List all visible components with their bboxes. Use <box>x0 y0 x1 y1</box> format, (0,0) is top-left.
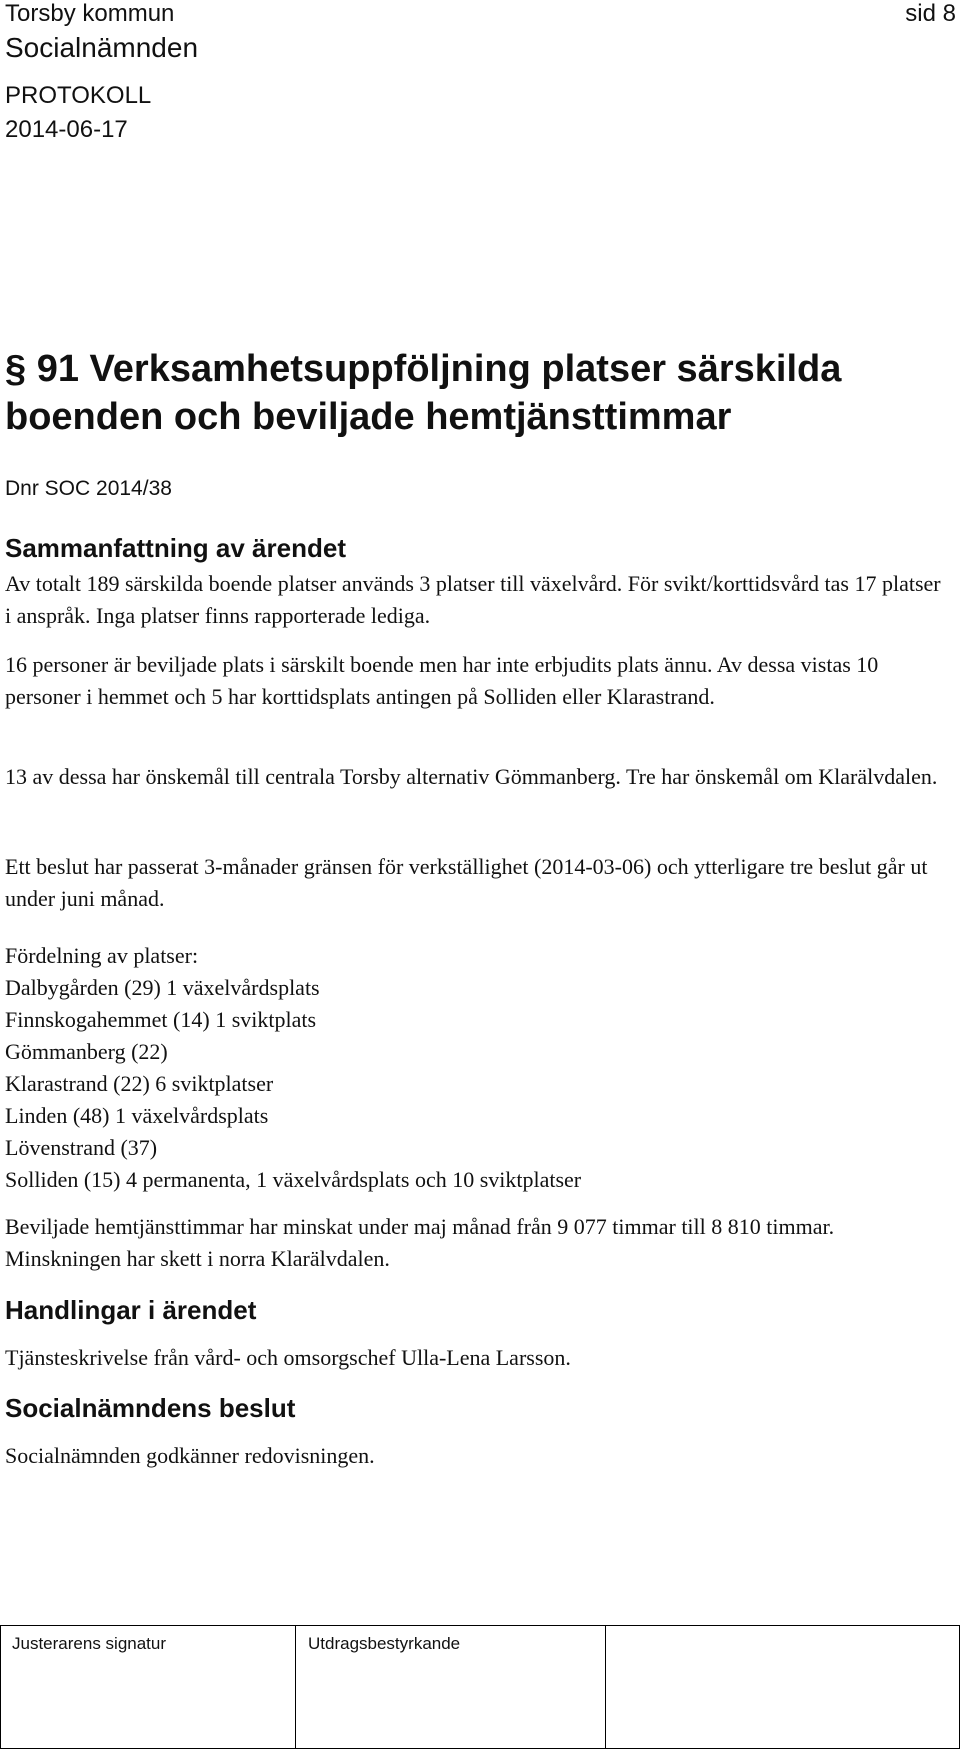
list-item: Klarastrand (22) 6 sviktplatser <box>5 1071 274 1096</box>
certification-label: Utdragsbestyrkande <box>308 1634 461 1653</box>
documents-heading: Handlingar i ärendet <box>5 1295 257 1325</box>
board-name: Socialnämnden <box>5 32 199 63</box>
item-title <box>5 345 950 441</box>
list-item: Linden (48) 1 växelvårdsplats <box>5 1103 269 1128</box>
case-number: Dnr SOC 2014/38 <box>5 477 172 500</box>
documents-text: Tjänsteskrivelse från vård- och omsorgschef Ulla-Lena Larsson. <box>5 1345 571 1370</box>
page-number: sid 8 <box>905 0 956 27</box>
organization-name: Torsby kommun <box>5 0 175 27</box>
document-type: PROTOKOLL <box>5 82 152 109</box>
footer-bottom-rule <box>0 1748 960 1749</box>
summary-paragraph-2: 16 personer är beviljade plats i särskilt boende men har inte erbjudits plats ännu. Av dessa vistas 10 personer i hemmet och 5 har korttidsplats antingen på Solliden eller Klarastrand. <box>5 652 879 709</box>
item-title-block <box>5 345 950 441</box>
summary-paragraph-4: Ett beslut har passerat 3-månader gränsen för verkställighet (2014-03-06) och ytterligare tre beslut går ut under juni månad. <box>5 854 928 911</box>
decision-heading: Socialnämndens beslut <box>5 1393 296 1423</box>
summary-paragraph-3: 13 av dessa har önskemål till centrala Torsby alternativ Gömmanberg. Tre har önskemål om Klarälvdalen. <box>5 764 938 789</box>
list-item: Finnskogahemmet (14) 1 sviktplats <box>5 1007 317 1032</box>
signature-label: Justerarens signatur <box>12 1634 167 1653</box>
list-item: Lövenstrand (37) <box>5 1135 158 1160</box>
summary-paragraph-1: Av totalt 189 särskilda boende platser används 3 platser till växelvård. För svikt/korttidsvård tas 17 platser i anspråk. Inga platser finns rapporterade lediga. <box>5 571 941 628</box>
list-item: Solliden (15) 4 permanenta, 1 växelvårdsplats och 10 sviktplatser <box>5 1167 582 1192</box>
decision-text: Socialnämnden godkänner redovisningen. <box>5 1443 375 1468</box>
section-mark: § <box>5 348 27 390</box>
distribution-label: Fördelning av platser: <box>5 943 199 968</box>
item-title-text: 91 Verksamhetsuppföljning platser särskilda boenden och beviljade hemtjänsttimmar <box>5 348 842 438</box>
distribution-list <box>5 940 945 1196</box>
list-item: Gömmanberg (22) <box>5 1039 168 1064</box>
meeting-date: 2014-06-17 <box>5 116 128 143</box>
summary-heading: Sammanfattning av ärendet <box>5 533 346 563</box>
list-item: Dalbygården (29) 1 växelvårdsplats <box>5 975 320 1000</box>
footer-empty-box <box>606 1626 960 1748</box>
summary-paragraph-hours: Beviljade hemtjänsttimmar har minskat under maj månad från 9 077 timmar till 8 810 timmar. Minskningen har skett i norra Klarälvdalen. <box>5 1214 835 1271</box>
